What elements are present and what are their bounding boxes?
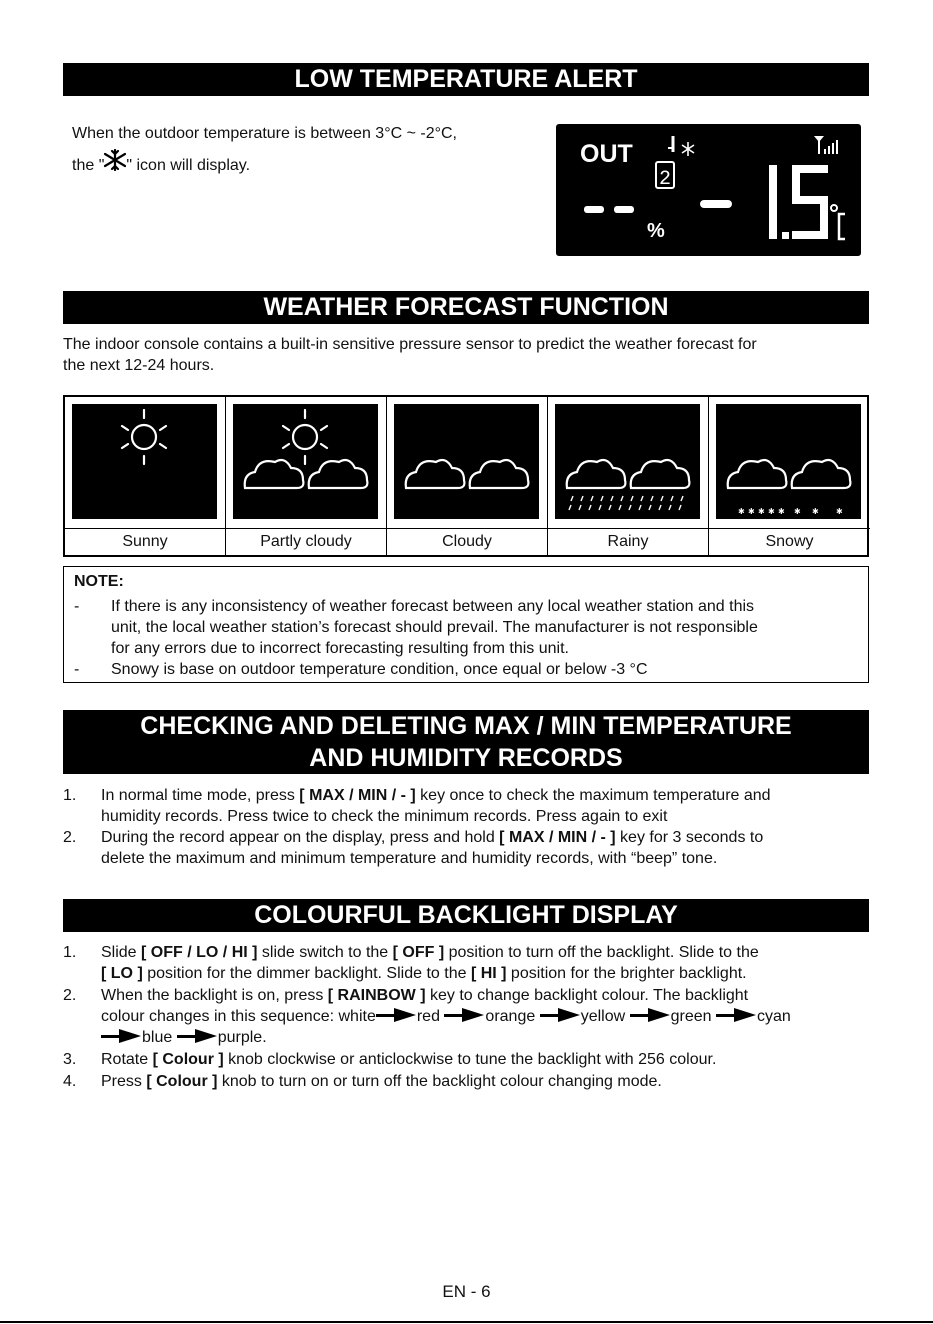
section-title-low-temperature-alert: LOW TEMPERATURE ALERT (63, 63, 869, 96)
snowflake-icon (103, 149, 127, 171)
forecast-line2: the next 12-24 hours. (63, 357, 215, 374)
backlight-item3: Rotate [ Colour ] knob clockwise or anticlockwise to tune the backlight with 256 colour. (101, 1051, 717, 1068)
list-number: 1. (63, 944, 77, 961)
backlight-item4: Press [ Colour ] knob to turn on or turn off the backlight colour changing mode. (101, 1073, 662, 1090)
backlight-item1-line2: [ LO ] position for the dimmer backlight. Slide to the [ HI ] position for the brighter backlight. (101, 965, 747, 982)
temp-minus-sign (700, 200, 732, 208)
forecast-icon-table (63, 395, 869, 557)
section-title-line1: CHECKING AND DELETING MAX / MIN TEMPERATURE (140, 712, 792, 740)
section-title-weather-forecast: WEATHER FORECAST FUNCTION (63, 291, 869, 324)
maxmin-item2-line1: During the record appear on the display, press and hold [ MAX / MIN / - ] key for 3 seconds to (101, 829, 764, 846)
snow-icon (716, 404, 861, 519)
low-temp-line2-pre: the " (72, 157, 105, 174)
lcd-outdoor-display (556, 124, 861, 256)
forecast-label: Snowy (709, 528, 870, 555)
svg-text:✱: ✱ (836, 507, 843, 516)
page-bottom-rule (0, 1321, 933, 1323)
forecast-line1: The indoor console contains a built-in sensitive pressure sensor to predict the weather forecast for (63, 336, 757, 353)
svg-text:✱: ✱ (812, 507, 819, 516)
partly-cloudy-icon (233, 404, 378, 519)
backlight-item2-line2: colour changes in this sequence: white red orange yellow green cyan (101, 1008, 791, 1025)
max-min-key: [ MAX / MIN / - ] (299, 787, 416, 804)
arrow-right-icon (716, 1008, 756, 1022)
note-bullet-2: Snowy is base on outdoor temperature condition, once equal or below -3 °C (111, 661, 648, 678)
sun-icon (72, 404, 217, 519)
cloud-icon (394, 404, 539, 519)
maxmin-item2-line2: delete the maximum and minimum temperature and humidity records, with “beep” tone. (101, 850, 718, 867)
forecast-cell-cloudy (387, 397, 548, 555)
lcd-out-label: OUT (580, 140, 633, 168)
note-box (63, 566, 869, 683)
svg-text:✱: ✱ (748, 507, 755, 516)
list-number: 3. (63, 1051, 77, 1068)
list-number: 2. (63, 987, 77, 1004)
note-dash: - (74, 661, 80, 678)
page-number: EN - 6 (442, 1282, 491, 1301)
svg-text:✱: ✱ (768, 507, 775, 516)
forecast-cell-partly-cloudy (226, 397, 387, 555)
list-number: 2. (63, 829, 77, 846)
list-number: 1. (63, 787, 77, 804)
max-min-key: [ MAX / MIN / - ] (499, 829, 616, 846)
svg-text:✱: ✱ (738, 507, 745, 516)
note-bullet-1-line2: unit, the local weather station’s forecast should prevail. The manufacturer is not responsible (111, 619, 758, 636)
forecast-cell-sunny (65, 397, 226, 555)
list-number: 4. (63, 1073, 77, 1090)
arrow-right-icon (376, 1008, 416, 1022)
temp-decimal-point (782, 232, 789, 239)
svg-text:✱: ✱ (794, 507, 801, 516)
temp-digit-1 (769, 165, 777, 239)
forecast-label: Cloudy (387, 528, 547, 555)
low-temp-line2-post: " icon will display. (126, 157, 251, 174)
arrow-right-icon (177, 1029, 217, 1043)
forecast-cell-snowy (709, 397, 870, 555)
section-title-line2: AND HUMIDITY RECORDS (309, 744, 623, 772)
backlight-item2-line1: When the backlight is on, press [ RAINBOW ] key to change backlight colour. The backlight (101, 987, 749, 1004)
svg-text:✱: ✱ (778, 507, 785, 516)
note-bullet-1-line3: for any errors due to incorrect forecasting resulting from this unit. (111, 640, 569, 657)
svg-text:✱: ✱ (758, 507, 765, 516)
maxmin-item1-line1: In normal time mode, press [ MAX / MIN / - ] key once to check the maximum temperature and (101, 787, 771, 804)
forecast-label: Rainy (548, 528, 708, 555)
backlight-item1-line1: Slide [ OFF / LO / HI ] slide switch to the [ OFF ] position to turn off the backlight. Slide to the (101, 944, 759, 961)
section-title-colourful-backlight: COLOURFUL BACKLIGHT DISPLAY (63, 899, 869, 932)
arrow-right-icon (444, 1008, 484, 1022)
lcd-humidity-unit: % (647, 220, 665, 242)
rain-icon (555, 404, 700, 519)
section-title-max-min-records (63, 710, 869, 774)
note-dash: - (74, 598, 80, 615)
forecast-label: Partly cloudy (226, 528, 386, 555)
humidity-dash-1 (584, 206, 604, 213)
maxmin-item1-line2: humidity records. Press twice to check the minimum records. Press again to exit (101, 808, 668, 825)
backlight-item2-line3: blue purple. (101, 1027, 267, 1048)
forecast-cell-rainy (548, 397, 709, 555)
arrow-right-icon (101, 1029, 141, 1043)
low-temp-line1: When the outdoor temperature is between 3°C ~ -2°C, (72, 125, 457, 142)
forecast-label: Sunny (65, 528, 225, 555)
note-title: NOTE: (74, 573, 124, 590)
note-bullet-1-line1: If there is any inconsistency of weather forecast between any local weather station and this (111, 598, 755, 615)
humidity-dash-2 (614, 206, 634, 213)
arrow-right-icon (540, 1008, 580, 1022)
lcd-channel-number: 2 (659, 168, 672, 191)
low-temp-line2 (72, 149, 250, 176)
arrow-right-icon (630, 1008, 670, 1022)
